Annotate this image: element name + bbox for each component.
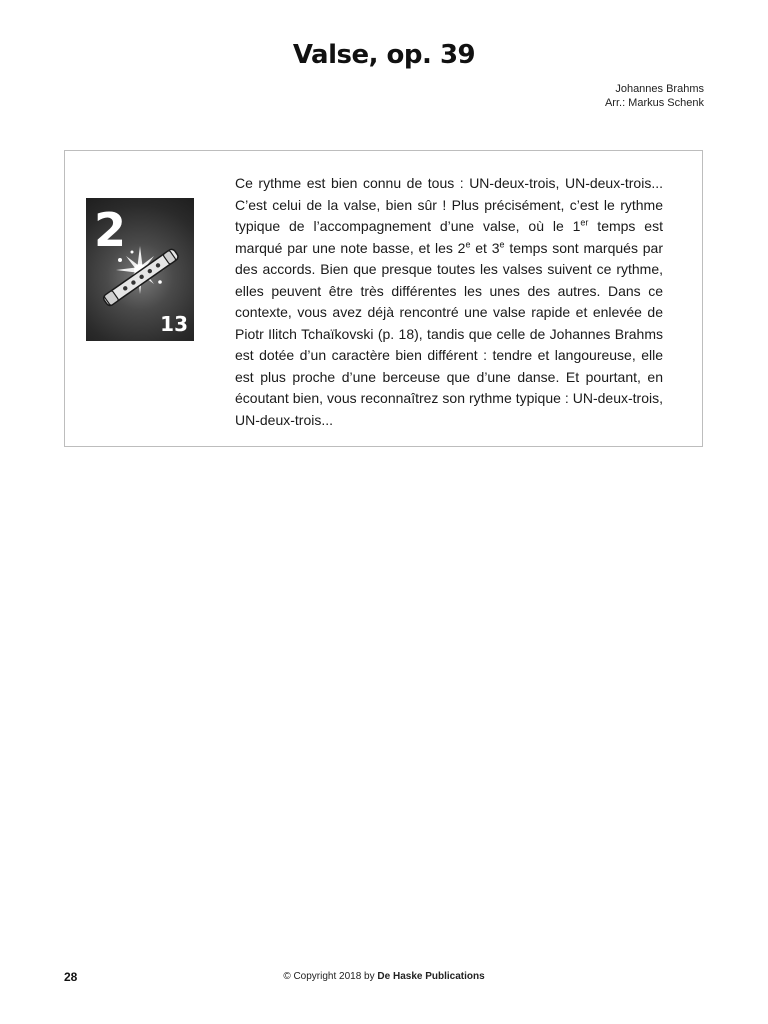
text-segment: temps sont marqués par des accords. Bien que presque toutes les valses suivent ce rythme, elles peuvent être très différentes les unes des autres. Dans ce contexte, vous avez déjà rencontré une valse rapide et enlevée de Piotr Ilitch Tchaïkovski (p. 18), tandis que celle de Johannes Brahms est dotée d’un caractère bien différent : tendre et langoureuse, elle est plus proche d’une berceuse que d’une danse. Et pourtant, en écoutant bien, vous reconnaîtrez son rythme typique : UN-deux-trois, UN-deux-trois...	[235, 239, 663, 428]
publisher-name: De Haske Publications	[377, 971, 485, 982]
description-text	[235, 173, 663, 431]
text-segment: Ce rythme est bien connu de tous : UN-deux-trois, UN-deux-trois... C’est celui de la valse, bien sûr ! Plus précisément, c’est le rythme typique de l’accompagnement d’une valse, où le 1	[235, 175, 663, 234]
audio-track-badge	[86, 198, 194, 341]
info-box	[64, 150, 703, 447]
copyright-text: © Copyright 2018 by	[283, 971, 378, 982]
superscript: e	[465, 238, 471, 249]
superscript: er	[580, 217, 589, 228]
text-segment: temps est marqué par une note basse, et les 2	[235, 218, 663, 256]
superscript: e	[499, 238, 505, 249]
credits	[605, 82, 704, 110]
composer: Johannes Brahms	[615, 83, 704, 95]
page-title: Valse, op. 39	[292, 40, 476, 70]
page-number: 28	[64, 970, 78, 984]
arranger: Arr.: Markus Schenk	[604, 97, 704, 109]
track-number: 13	[160, 312, 188, 336]
copyright-notice	[0, 971, 768, 982]
text-segment: et 3	[470, 239, 500, 256]
badge-number: 2	[94, 203, 127, 257]
